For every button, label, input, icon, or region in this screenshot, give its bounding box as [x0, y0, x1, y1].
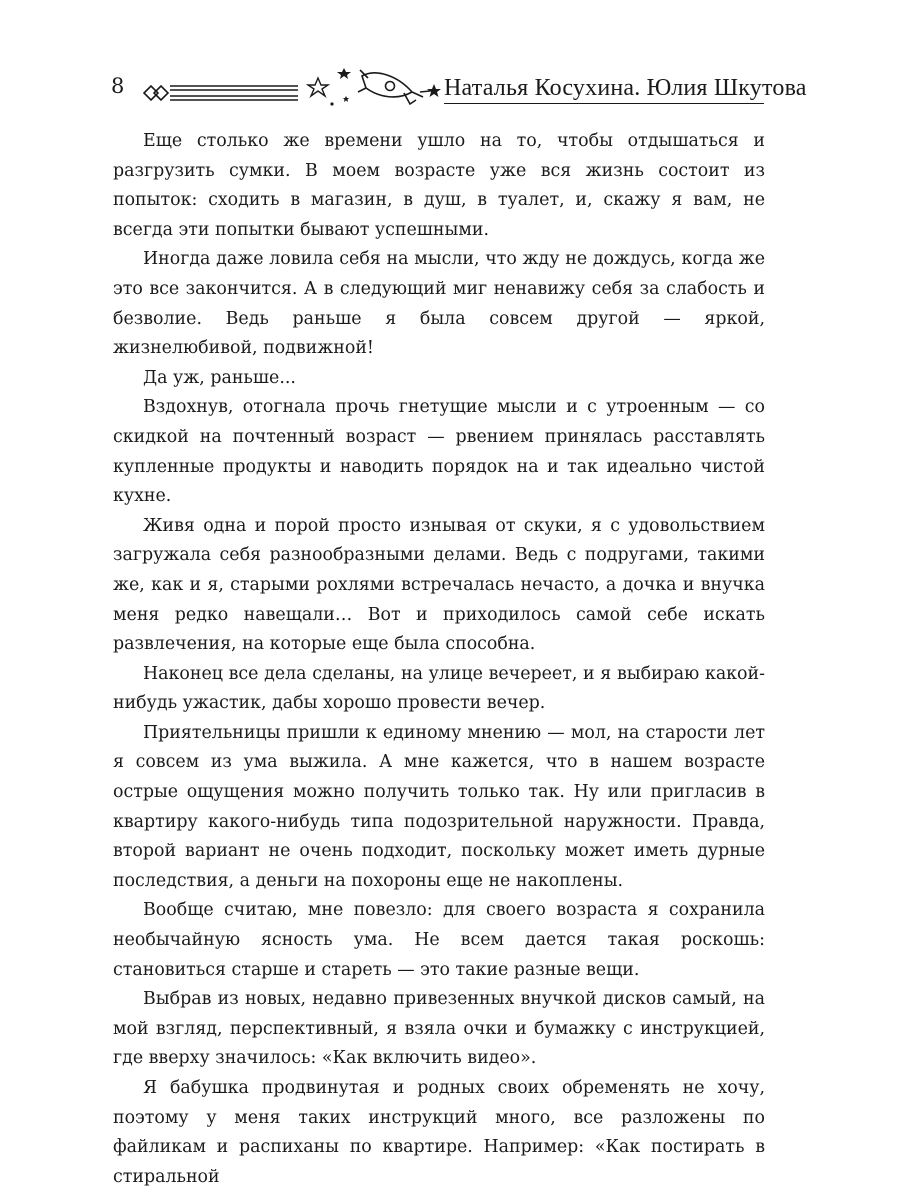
- sparkle-icon: [330, 68, 351, 106]
- paragraph: Да уж, раньше...: [143, 367, 296, 388]
- rocket-icon: [358, 70, 430, 104]
- page-number: 8: [111, 74, 125, 98]
- paragraph: Еще столько же времени ушло на то, чтобы отдышаться и разгрузить сумки. В моем возрасте уже вся жизнь состоит из попыток: сходить в магазин, в душ, в туалет, и, скажу я вам, не всегда эти попытки бывают успешными.: [113, 131, 765, 240]
- running-head-authors: Наталья Косухина. Юлия Шкутова: [444, 75, 807, 101]
- paragraph: Живя одна и порой просто изнывая от скуки, я с удовольствием загружала себя разнообразными делами. Ведь с подругами, такими же, как и я, старыми рохлями встречалась нечасто, а дочка и внучка меня редко навещали… Вот и приходилось самой себе искать развлечения, на которые еще была способна.: [113, 515, 765, 655]
- double-diamond-arrow-icon: [144, 86, 298, 100]
- paragraph: Выбрав из новых, недавно привезенных внучкой дисков самый, на мой взгляд, перспективный, я взяла очки и бумажку с инструкцией, где вверху значилось: «Как включить видео».: [113, 989, 765, 1069]
- paragraph: Приятельницы пришли к единому мнению — мол, на старости лет я совсем из ума выжила. А мне кажется, что в нашем возрасте острые ощущения можно получить только так. Ну или пригласив в квартиру какого-нибудь типа подозрительной наружности. Правда, второй вариант не очень подходит, поскольку может иметь дурные последствия, а деньги на похороны еще не накоплены.: [113, 722, 765, 891]
- paragraph: Вздохнув, отогнала прочь гнетущие мысли и с утроенным — со скидкой на почтенный возраст — рвением принялась расставлять купленные продукты и наводить порядок на и так идеально чистой кухне.: [113, 397, 765, 507]
- star-icon: [427, 84, 441, 97]
- paragraph: Наконец все дела сделаны, на улице вечереет, и я выбираю какой-нибудь ужастик, дабы хорошо провести вечер.: [113, 663, 765, 714]
- running-head-rule: [444, 103, 764, 104]
- body-text: [113, 127, 765, 1192]
- page-header: [0, 0, 900, 120]
- paragraph: Я бабушка продвинутая и родных своих обременять не хочу, поэтому у меня таких инструкций много, все разложены по файликам и распиханы по квартире. Например: «Как постирать в стиральной: [113, 1078, 765, 1187]
- paragraph: Вообще считаю, мне повезло: для своего возраста я сохранила необычайную ясность ума. Не всем дается такая роскошь: становиться старше и стареть — это такие разные вещи.: [113, 900, 765, 980]
- star-icon: [308, 78, 328, 96]
- paragraph: Иногда даже ловила себя на мысли, что жду не дождусь, когда же это все закончится. А в следующий миг ненавижу себя за слабость и безволие. Ведь раньше я была совсем другой — яркой, жизнелюбивой, подвижной!: [113, 249, 765, 359]
- header-ornament: [140, 62, 445, 112]
